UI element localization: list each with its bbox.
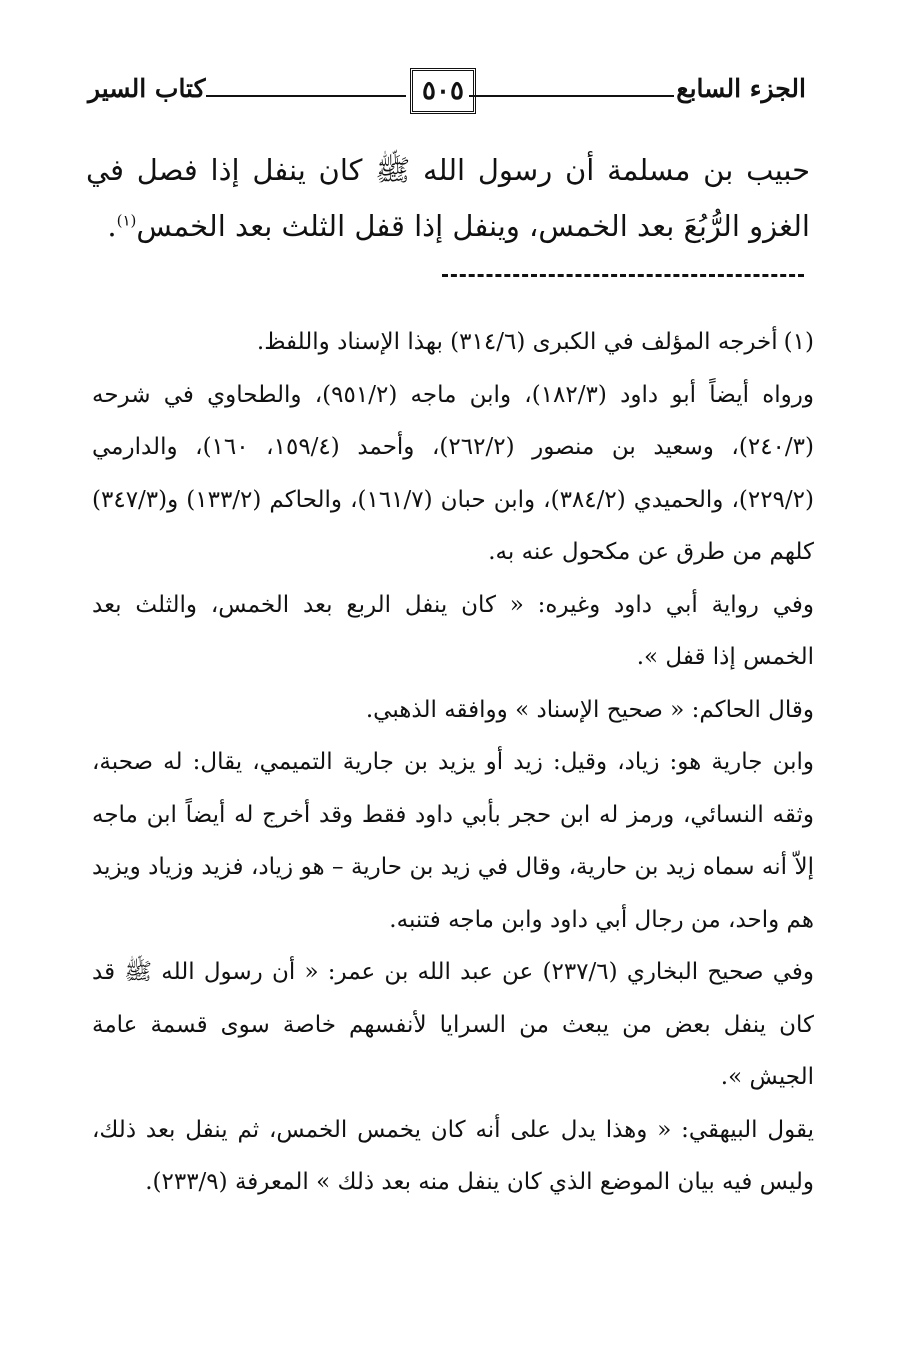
- part-title: الجزء السابع: [676, 74, 806, 103]
- running-header: [88, 68, 806, 124]
- footnote-paragraph: [92, 316, 814, 369]
- footnote-text: أخرجه المؤلف في الكبرى (٣١٤/٦) بهذا الإسناد واللفظ.: [256, 329, 778, 355]
- footnote-paragraph: وفي صحيح البخاري (٢٣٧/٦) عن عبد الله بن عمر: « أن رسول الله ﷺ قد كان ينفل بعض من يبعث من السرايا لأنفسهم خاصة سوى قسمة عامة الجيش ».: [92, 959, 814, 1090]
- main-text-end: .: [107, 209, 117, 243]
- footnote-marker: (١): [783, 329, 814, 355]
- footnotes-section: [92, 316, 814, 1209]
- footnote-paragraph: وقال الحاكم: « صحيح الإسناد » ووافقه الذهبي.: [365, 696, 814, 723]
- footnote-reference: (١): [116, 211, 137, 230]
- footnote-paragraph: وابن جارية هو: زياد، وقيل: زيد أو يزيد بن جارية التميمي، يقال: له صحبة، وثقه النسائي، ورمز له ابن حجر بأبي داود فقط وقد أخرج له أيضاً ابن ماجه إلاّ أنه سماه زيد بن حارية، وقال في زيد بن حارية – هو زياد، فزيد وزياد ويزيد هم واحد، من رجال أبي داود وابن ماجه فتنبه.: [92, 749, 814, 933]
- book-title: كتاب السير: [88, 74, 206, 103]
- header-rule-right: [469, 95, 674, 97]
- footnote-separator: [442, 274, 804, 277]
- page-number-box: [410, 68, 476, 114]
- main-body-text: حبيب بن مسلمة أن رسول الله ﷺ كان ينفل إذا فصل في الغزو الرُّبُعَ بعد الخمس، وينفل إذا قفل الثلث بعد الخمس: [86, 153, 810, 243]
- footnote-paragraph: ورواه أيضاً أبو داود (١٨٢/٣)، وابن ماجه (٩٥١/٢)، والطحاوي في شرحه (٢٤٠/٣)، وسعيد بن منصور (٢٦٢/٢)، وأحمد (١٥٩/٤، ١٦٠)، والدارمي (٢٢٩/٢)، والحميدي (٣٨٤/٢)، وابن حبان (١٦١/٧)، والحاكم (١٣٣/٢) و(٣٤٧/٣) كلهم من طرق عن مكحول عنه به.: [92, 381, 814, 565]
- main-text: [86, 142, 810, 254]
- page-number: ٥٠٥: [422, 76, 464, 106]
- header-rule-left: [206, 95, 406, 97]
- footnote-paragraph: يقول البيهقي: « وهذا يدل على أنه كان يخمس الخمس، ثم ينفل بعد ذلك، وليس فيه بيان الموضع الذي كان ينفل منه بعد ذلك » المعرفة (٢٣٣/٩).: [92, 1116, 814, 1195]
- footnote-paragraph: وفي رواية أبي داود وغيره: « كان ينفل الربع بعد الخمس، والثلث بعد الخمس إذا قفل ».: [92, 591, 814, 670]
